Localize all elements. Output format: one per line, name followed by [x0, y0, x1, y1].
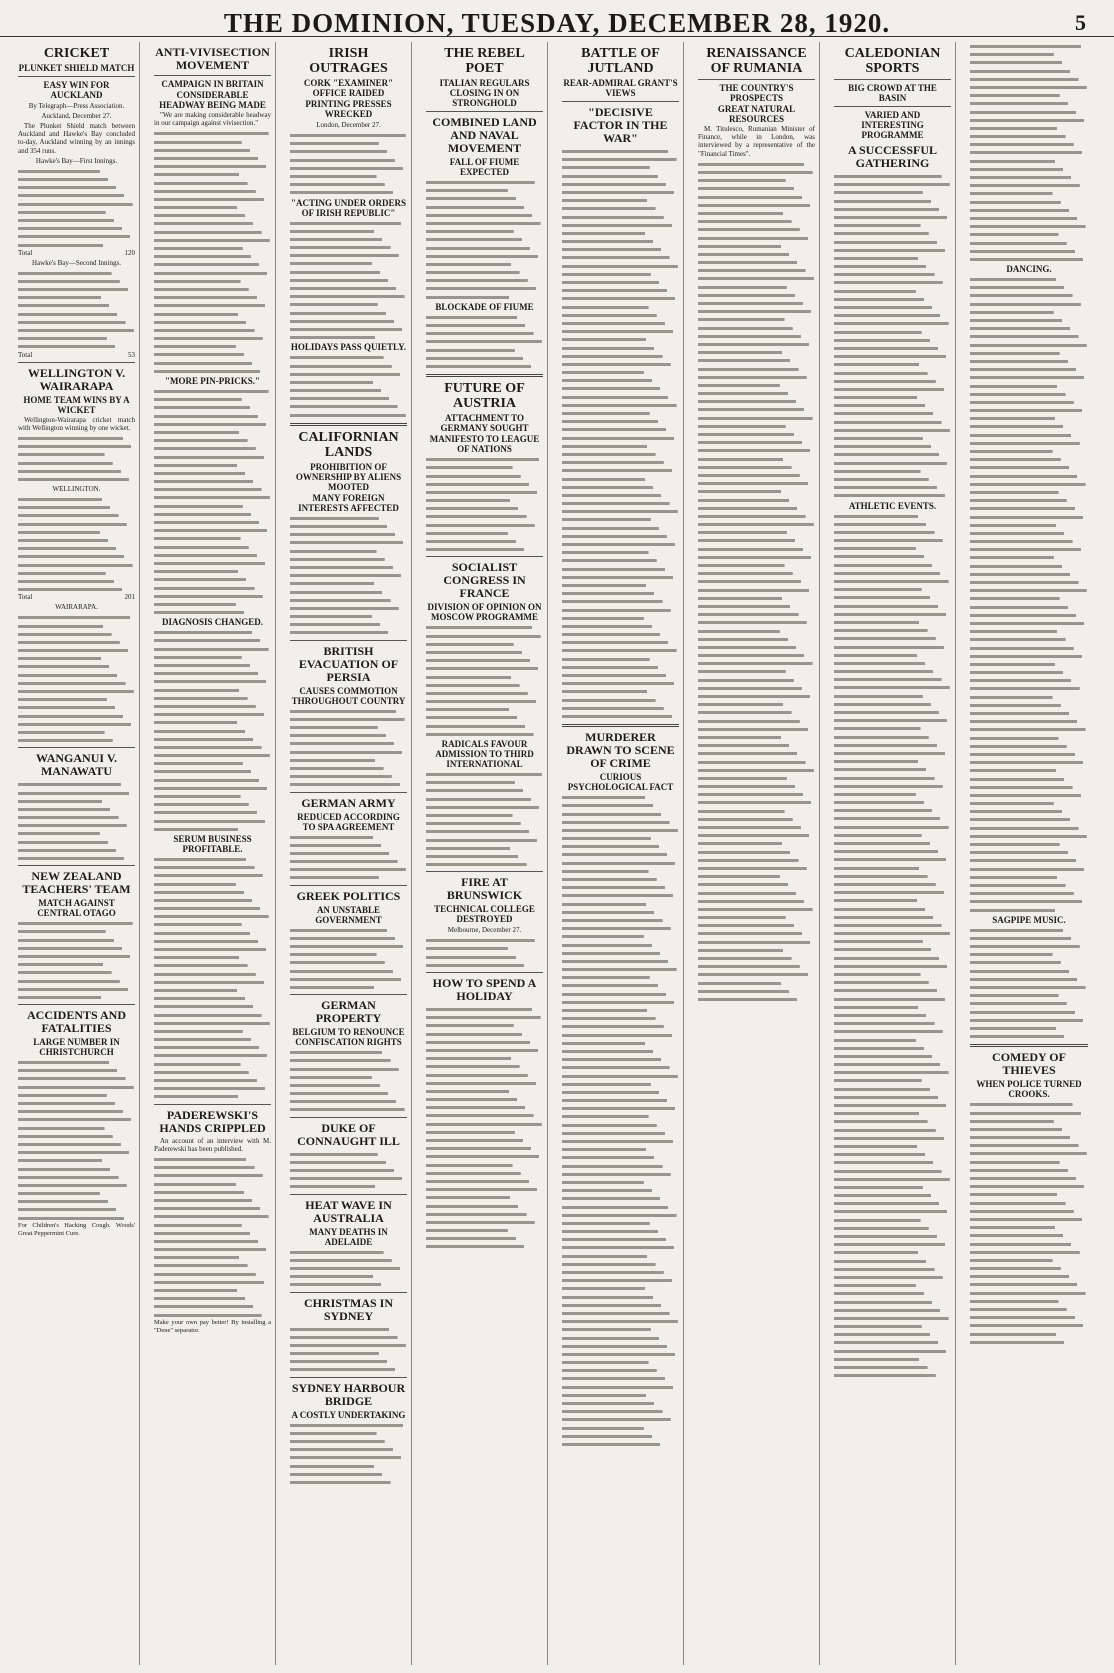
text-lines: [426, 455, 543, 553]
dateline: By Telegraph—Press Association.: [28, 102, 125, 110]
text-lines: [970, 42, 1088, 263]
column-rumania: [694, 42, 820, 1665]
divider: [426, 972, 543, 973]
text-lines: [426, 178, 543, 301]
divider: [290, 1194, 407, 1195]
subhead-italian-regulars: ITALIAN REGULARS CLOSING IN ON STRONGHOLD: [439, 78, 530, 108]
dateline: Melbourne, December 27.: [447, 926, 522, 935]
subhead-campaign: CAMPAIGN IN BRITAIN: [161, 79, 264, 89]
text-lines: [290, 353, 407, 419]
divider: [562, 724, 679, 727]
headline-rumania: RENAISSANCE OF RUMANIA: [706, 46, 807, 76]
divider: [426, 374, 543, 377]
subhead-police-crooks: WHEN POLICE TURNED CROOKS.: [976, 1079, 1082, 1100]
headline-murderer: MURDERER DRAWN TO SCENE OF CRIME: [566, 730, 675, 771]
column-sports-results: [966, 42, 1092, 1665]
text-lines: [834, 172, 951, 500]
subhead-otago: MATCH AGAINST CENTRAL OTAGO: [37, 898, 116, 919]
divider: [290, 994, 407, 995]
subhead-holidays: HOLIDAYS PASS QUIETLY.: [290, 342, 407, 353]
headline-rebel-poet: THE REBEL POET: [444, 46, 525, 76]
article-body: Wellington-Wairarapa cricket match with Wellington winning by one wicket.: [18, 415, 135, 432]
innings-label: Hawke's Bay—First Innings.: [35, 156, 118, 165]
headline-jutland: BATTLE OF JUTLAND: [581, 46, 660, 76]
subhead-easy-win: EASY WIN FOR AUCKLAND: [43, 80, 110, 100]
headline-irish-outrages: IRISH OUTRAGES: [309, 46, 388, 76]
divider: [18, 362, 135, 363]
text-lines: [562, 147, 679, 720]
headline-wanganui: WANGANUI V. MANAWATU: [36, 751, 117, 779]
text-lines: [290, 219, 407, 342]
column-cricket: [14, 42, 140, 1665]
headline-brunswick: FIRE AT BRUNSWICK: [446, 875, 523, 903]
article-body: The Plunket Shield match between Auckland and Hawke's Bay concluded to-day, Auckland winning by an innings and 354 runs.: [18, 122, 135, 155]
divider: [426, 556, 543, 557]
headline-paderewski: PADEREWSKI'S HANDS CRIPPLED: [159, 1107, 266, 1135]
subhead-foreign-interests: MANY FOREIGN INTERESTS AFFECTED: [298, 492, 399, 513]
total-row: Total 201: [18, 593, 135, 602]
text-lines: [290, 833, 407, 882]
headline-holiday: HOW TO SPEND A HOLIDAY: [432, 976, 537, 1003]
subhead-spa: REDUCED ACCORDING TO SPA AGREEMENT: [297, 811, 400, 832]
headline-accidents: ACCIDENTS AND FATALITIES: [26, 1008, 127, 1036]
headline-californian-lands: CALIFORNIAN LANDS: [298, 429, 399, 460]
text-lines: [970, 1100, 1088, 1346]
subhead-commotion: CAUSES COMMOTION THROUGHOUT COUNTRY: [291, 685, 406, 706]
headline-wellington: WELLINGTON V. WAIRARAPA: [27, 365, 126, 393]
headline-austria: FUTURE OF AUSTRIA: [444, 381, 525, 412]
subhead-fall-of-fiume: FALL OF FIUME EXPECTED: [449, 157, 520, 177]
subhead-christchurch: LARGE NUMBER IN CHRISTCHURCH: [33, 1037, 120, 1058]
text-lines: [18, 1058, 135, 1222]
headline-persia: BRITISH EVACUATION OF PERSIA: [298, 643, 399, 684]
subhead-programme: VARIED AND INTERESTING PROGRAMME: [861, 110, 924, 140]
divider: [290, 1117, 407, 1118]
text-lines: [698, 160, 815, 1003]
article-body: M. Titulesco, Rumanian Minister of Finance, while in London, was interviewed by a representative of the "Financial Times".: [698, 125, 815, 158]
masthead-title: THE DOMINION, TUESDAY, DECEMBER 28, 1920.: [223, 8, 891, 38]
text-lines: [426, 770, 543, 868]
text-lines: [290, 1048, 407, 1114]
subhead-psychological: CURIOUS PSYCHOLOGICAL FACT: [567, 772, 674, 793]
subhead-prospects: THE COUNTRY'S PROSPECTS: [719, 83, 794, 103]
divider: [290, 885, 407, 886]
text-lines: [426, 313, 543, 370]
columns: [14, 42, 1100, 1665]
innings-label: Hawke's Bay—Second Innings.: [32, 258, 121, 267]
scorecard: [18, 167, 135, 249]
text-lines: [290, 1248, 407, 1289]
subhead-resources: GREAT NATURAL RESOURCES: [717, 104, 796, 124]
scorecard: [18, 495, 135, 593]
headline-cricket: CRICKET: [43, 46, 110, 61]
headline-comedy-of-thieves: COMEDY OF THIEVES: [992, 1050, 1066, 1078]
text-lines: [426, 623, 543, 738]
divider: [290, 640, 407, 641]
headline-anti-vivisection: ANTI-VIVISECTION MOVEMENT: [155, 45, 270, 72]
divider: [18, 76, 135, 77]
team-label: WELLINGTON.: [52, 485, 101, 494]
subhead-basin: BIG CROWD AT THE BASIN: [848, 83, 937, 103]
headline-teachers: NEW ZEALAND TEACHERS' TEAM: [22, 869, 131, 897]
text-lines: [290, 1150, 407, 1191]
divider: [834, 79, 951, 80]
divider: [18, 1004, 135, 1005]
divider: [970, 1044, 1088, 1047]
text-lines: [290, 926, 407, 992]
text-lines: [290, 707, 407, 789]
article-body: An account of an interview with M. Paderewski has been published.: [154, 1136, 271, 1153]
divider: [290, 1292, 407, 1293]
headline-german-army: GERMAN ARMY: [301, 795, 396, 810]
headline-caledonian: CALEDONIAN SPORTS: [844, 46, 941, 76]
divider: [290, 1377, 407, 1378]
divider: [290, 423, 407, 426]
subhead-adelaide: MANY DEATHS IN ADELAIDE: [309, 1226, 388, 1247]
text-lines: [18, 434, 135, 483]
headline-heat-wave: HEAT WAVE IN AUSTRALIA: [305, 1197, 392, 1225]
subhead-grant: REAR-ADMIRAL GRANT'S VIEWS: [563, 78, 678, 98]
text-lines: [154, 1155, 271, 1319]
column-jutland: [558, 42, 684, 1665]
subhead-decisive: "DECISIVE FACTOR IN THE WAR": [573, 105, 668, 145]
headline-christmas-sydney: CHRISTMAS IN SYDNEY: [303, 1295, 393, 1323]
dateline: Auckland, December 27.: [41, 112, 112, 120]
scorecard: [18, 613, 135, 744]
advert-line: For Children's Hacking Cough. Woods' Great Peppermint Cure.: [18, 1221, 135, 1238]
article-body: "We are making considerable headway in our campaign against vivisection.": [154, 111, 271, 128]
divider: [18, 865, 135, 866]
text-lines: [154, 628, 271, 833]
column-caledonian-sports: [830, 42, 956, 1665]
subhead-cork: CORK "EXAMINER" OFFICE RAIDED: [303, 78, 394, 98]
text-lines: [970, 275, 1088, 914]
subhead-combined: COMBINED LAND AND NAVAL MOVEMENT: [432, 115, 537, 155]
text-lines: [154, 855, 271, 1101]
subhead-headway: CONSIDERABLE HEADWAY BEING MADE: [159, 90, 266, 110]
headline-german-property: GERMAN PROPERTY: [315, 998, 382, 1026]
divider: [290, 792, 407, 793]
masthead: [0, 0, 1114, 37]
divider: [18, 747, 135, 748]
subhead-blockade: BLOCKADE OF FIUME: [435, 301, 534, 312]
subhead-attachment: ATTACHMENT TO GERMANY SOUGHT: [440, 413, 529, 434]
divider: [426, 871, 543, 872]
column-irish-outrages: [286, 42, 412, 1665]
subhead-pin-pricks: "MORE PIN-PRICKS.": [165, 376, 260, 387]
column-anti-vivisection: [150, 42, 276, 1665]
text-lines: [426, 936, 543, 969]
subhead-radicals: RADICALS FAVOUR ADMISSION TO THIRD INTERNATIONAL: [435, 739, 534, 769]
subhead-successful: A SUCCESSFUL GATHERING: [847, 143, 938, 170]
text-lines: [18, 919, 135, 1001]
text-lines: [290, 1325, 407, 1374]
subhead-prohibition: PROHIBITION OF OWNERSHIP BY ALIENS MOOTED: [295, 461, 402, 492]
total-row: Total 53: [18, 350, 135, 359]
text-lines: [426, 1005, 543, 1251]
subhead-belgium: BELGIUM TO RENOUNCE CONFISCATION RIGHTS: [292, 1027, 405, 1048]
subhead-diagnosis: DIAGNOSIS CHANGED.: [161, 617, 264, 628]
column-rebel-poet: [422, 42, 548, 1665]
subhead-acting-under-orders: "ACTING UNDER ORDERS OF IRISH REPUBLIC": [290, 197, 406, 218]
text-lines: [154, 129, 271, 375]
subhead-home-team: HOME TEAM WINS BY A WICKET: [23, 394, 130, 415]
subhead-serum: SERUM BUSINESS PROFITABLE.: [173, 833, 252, 854]
text-lines: [970, 926, 1088, 1041]
subhead-costly: A COSTLY UNDERTAKING: [291, 1409, 406, 1420]
text-lines: [562, 793, 679, 1448]
subhead-bagpipe: SAGPIPE MUSIC.: [992, 914, 1066, 925]
page-number: 5: [1075, 10, 1086, 35]
subhead-unstable: AN UNSTABLE GOVERNMENT: [315, 904, 382, 925]
scorecard: [18, 269, 135, 351]
headline-socialist-congress: SOCIALIST CONGRESS IN FRANCE: [443, 560, 526, 601]
divider: [154, 75, 271, 76]
subhead-athletic: ATHLETIC EVENTS.: [848, 500, 937, 511]
subhead-moscow: DIVISION OF OPINION ON MOSCOW PROGRAMME: [427, 602, 542, 623]
divider: [834, 106, 951, 107]
divider: [698, 79, 815, 80]
advert-line: Make your own pay better! By installing a "Dene" separator.: [154, 1318, 271, 1334]
subhead-presses: PRINTING PRESSES WRECKED: [305, 99, 392, 119]
subhead-technical-college: TECHNICAL COLLEGE DESTROYED: [434, 904, 535, 925]
subhead-manifesto: MANIFESTO TO LEAGUE OF NATIONS: [429, 434, 540, 455]
text-lines: [290, 514, 407, 637]
subhead-dancing: DANCING.: [1006, 264, 1052, 275]
text-lines: [290, 1421, 407, 1487]
headline-greek-politics: GREEK POLITICS: [296, 888, 401, 903]
text-lines: [290, 131, 407, 197]
text-lines: [834, 512, 951, 1380]
total-row: Total 120: [18, 248, 135, 257]
text-lines: [18, 780, 135, 862]
divider: [562, 101, 679, 102]
text-lines: [154, 387, 271, 616]
subhead-plunket: PLUNKET SHIELD MATCH: [18, 63, 135, 73]
divider: [154, 1104, 271, 1105]
headline-connaught: DUKE OF CONNAUGHT ILL: [297, 1120, 400, 1148]
divider: [426, 111, 543, 112]
dateline: London, December 27.: [316, 121, 381, 129]
team-label: WAIRARAPA.: [55, 603, 98, 612]
headline-harbour-bridge: SYDNEY HARBOUR BRIDGE: [291, 1380, 406, 1408]
